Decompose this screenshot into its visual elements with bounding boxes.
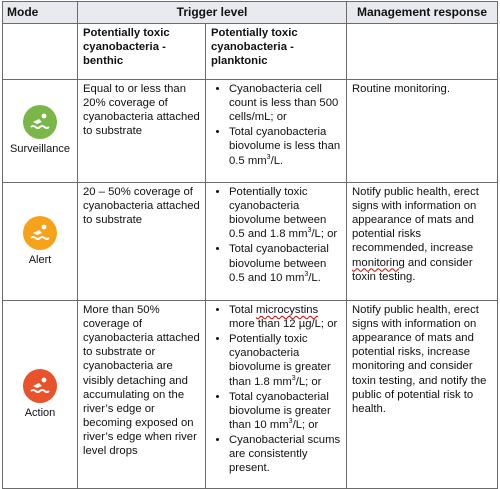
benthic-cell: More than 50% coverage of cyanobacteria attached to substrate or cyanobacteria are visibly detaching and accumulating on the river’s edge or becoming exposed on river’s edge when river level drops (78, 301, 206, 489)
trigger-level-header: Trigger level (78, 2, 347, 24)
mode-label: Surveillance (10, 143, 70, 156)
list-item: • Potentially toxic cyanobacteria biovolume between 0.5 and 1.8 $mm^3/L$; or (229, 185, 341, 241)
list-item: • Cyanobacterial scums are consistently present. (229, 433, 341, 475)
list-item: • Total cyanobacterial biovolume between 0.5 and 10 $mm^3/L$. (229, 242, 341, 284)
benthic-subheader: Potentially toxic cyanobacteria - benthic (78, 24, 206, 80)
mode-label: Alert (28, 253, 52, 266)
mode-label: Action (24, 406, 56, 419)
response-cell: Routine monitoring. (347, 80, 498, 183)
mode-cell (3, 183, 78, 301)
planktonic-subheader: Potentially toxic cyanobacteria - planktonic (206, 24, 347, 80)
swimmer-icon (23, 369, 57, 403)
header-row (3, 2, 498, 24)
list-item: • Total cyanobacterial biovolume is greater than 10 $mm^3/L$; or (229, 390, 341, 432)
benthic-cell: 20 – 50% coverage of cyanobacteria attached to substrate (78, 183, 206, 301)
list-item: • Cyanobacteria cell count is less than 500 cells/mL; or (229, 82, 341, 124)
list-item: • Total cyanobacteria biovolume is less than 0.5 $mm^3/L$. (229, 125, 341, 167)
empty-cell (3, 24, 78, 80)
list-item: • Total microcystins more than 12 µg/L; or (229, 303, 341, 331)
mode-cell (3, 301, 78, 489)
mode-cell (3, 80, 78, 183)
management-response-header: Management response (347, 2, 498, 24)
table-row (3, 301, 498, 489)
swimmer-icon (23, 105, 57, 139)
mode-header: Mode (3, 2, 78, 24)
planktonic-cell (206, 80, 347, 183)
empty-cell (347, 24, 498, 80)
table-row (3, 80, 498, 183)
benthic-cell: Equal to or less than 20% coverage of cyanobacteria attached to substrate (78, 80, 206, 183)
list-item: • Potentially toxic cyanobacteria biovolume is greater than 1.8 $mm^3/L$; or (229, 332, 341, 388)
planktonic-cell (206, 301, 347, 489)
subheader-row (3, 24, 498, 80)
response-cell: Notify public health, erect signs with information on appearance of mats and potential risks, increase monitoring and consider toxin testing, and notify the public of potential risk to health. (347, 301, 498, 489)
table-row (3, 183, 498, 301)
response-cell: Notify public health, erect signs with information on appearance of mats and potential risks recommended, increase monitoring and consider toxin testing. (347, 183, 498, 301)
swimmer-icon (23, 216, 57, 250)
planktonic-cell (206, 183, 347, 301)
trigger-level-table (2, 1, 498, 489)
